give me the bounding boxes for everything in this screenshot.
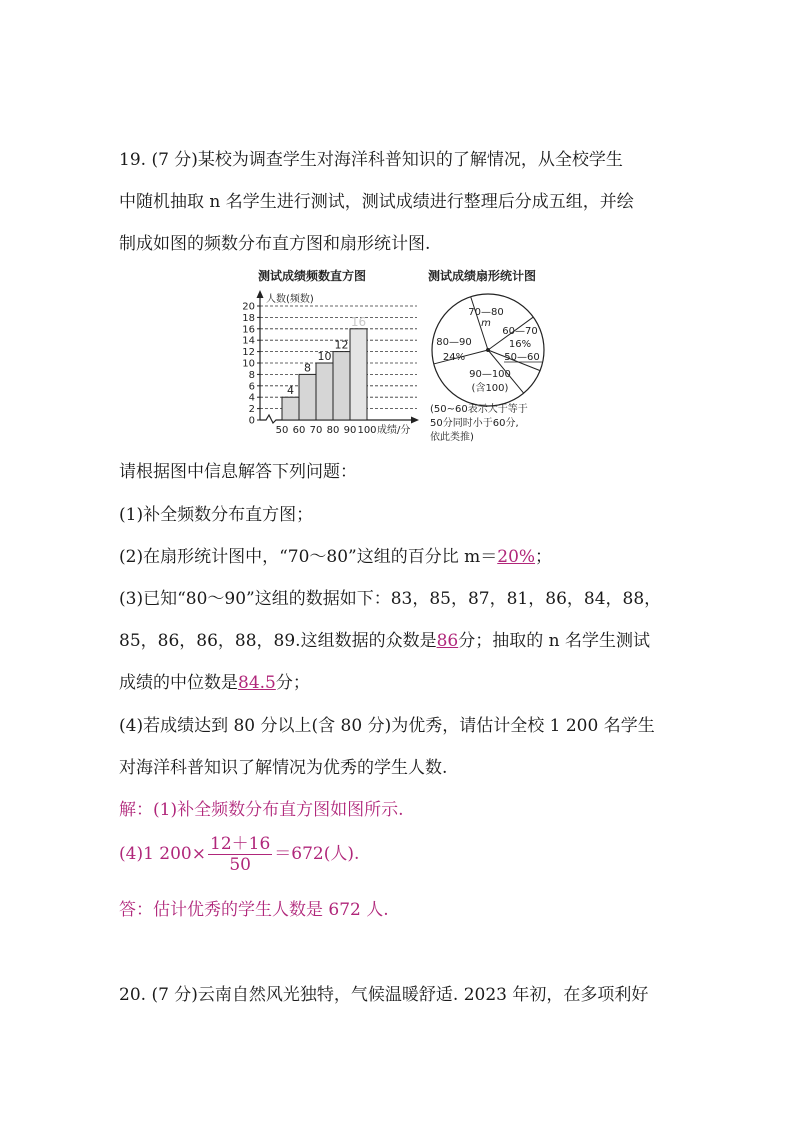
y-tick-label: 10 xyxy=(242,358,255,370)
fraction-numerator: 12＋16 xyxy=(210,834,271,854)
question-3-text4: 分； xyxy=(275,673,310,693)
histogram-bar xyxy=(282,397,299,420)
histogram-bar xyxy=(333,352,350,420)
histogram-bar xyxy=(316,363,333,420)
question-3-line3 xyxy=(119,671,310,695)
question-4-line1: (4)若成绩达到 80 分以上(含 80 分)为优秀，请估计全校 1 200 名学生 xyxy=(119,716,655,736)
histogram-bar xyxy=(350,329,367,420)
answer-m: 20% xyxy=(497,547,536,567)
bar-value-label: 16 xyxy=(350,314,367,329)
histogram-bar xyxy=(299,374,316,420)
bar-value-label: 8 xyxy=(304,361,311,375)
q19-line1: 19. (7 分)某校为调查学生对海洋科普知识的了解情况，从全校学生 xyxy=(119,150,623,170)
x-axis-arrow xyxy=(411,417,419,424)
figure-svg xyxy=(240,262,570,452)
question-3-text2: 分；抽取的 n 名学生测试 xyxy=(458,631,650,651)
y-tick-label: 2 xyxy=(248,404,255,416)
answer-mode: 86 xyxy=(436,631,459,651)
pie-slice-value: 24% xyxy=(442,352,466,363)
x-tick-label: 90 xyxy=(343,425,357,436)
y-tick-label: 12 xyxy=(242,347,255,359)
x-axis-label: 成绩/分 xyxy=(377,425,411,436)
solution-4 xyxy=(119,834,359,875)
pie-center xyxy=(486,348,490,352)
solution-1: 解：(1)补全频数分布直方图如图所示. xyxy=(119,800,404,820)
y-tick-label: 0 xyxy=(248,415,255,427)
figure xyxy=(240,262,570,452)
y-tick-label: 16 xyxy=(242,324,255,336)
pie-slice-value: m xyxy=(481,318,491,329)
x-tick-label: 80 xyxy=(326,425,340,436)
bar-value-label: 12 xyxy=(334,338,349,352)
q19-line3: 制成如图的频数分布直方图和扇形统计图. xyxy=(119,234,431,254)
question-2-text: (2)在扇形统计图中，“70～80”这组的百分比 m＝ xyxy=(119,547,498,567)
y-tick-label: 4 xyxy=(248,392,255,404)
x-tick-label: 70 xyxy=(309,425,323,436)
pie-title: 测试成绩扇形统计图 xyxy=(428,269,537,283)
answer-median: 84.5 xyxy=(238,673,276,693)
question-3-line1: (3)已知“80～90”这组的数据如下：83，85，87，81，86，84，88， xyxy=(119,589,662,609)
question-4-line2: 对海洋科普知识了解情况为优秀的学生人数. xyxy=(119,758,448,778)
pie-slice-label: 90—100 xyxy=(469,369,511,380)
y-tick-label: 14 xyxy=(242,335,255,347)
question-3-line2 xyxy=(119,629,650,653)
question-2-end: ； xyxy=(535,547,553,567)
question-3-text3: 成绩的中位数是 xyxy=(119,673,238,693)
prompt: 请根据图中信息解答下列问题： xyxy=(119,462,357,482)
x-tick-label: 60 xyxy=(292,425,306,436)
pie-slice-value: (含100) xyxy=(471,383,509,394)
x-axis-break xyxy=(260,415,282,423)
q19-line2: 中随机抽取 n 名学生进行测试，测试成绩进行整理后分成五组，并绘 xyxy=(119,192,634,212)
pie-slice-value: 16% xyxy=(508,339,532,350)
question-2 xyxy=(119,545,552,569)
solution-fraction xyxy=(208,834,272,875)
y-tick-label: 20 xyxy=(242,301,255,313)
histogram-title: 测试成绩频数直方图 xyxy=(258,269,367,283)
q20-line1: 20. (7 分)云南自然风光独特，气候温暖舒适. 2023 年初，在多项利好 xyxy=(119,985,649,1005)
solution-4-suffix: ＝672(人). xyxy=(274,844,360,864)
y-axis-label: 人数(频数) xyxy=(266,294,314,305)
y-tick-label: 8 xyxy=(248,369,255,381)
solution-answer: 答：估计优秀的学生人数是 672 人. xyxy=(119,900,389,920)
y-tick-label: 18 xyxy=(242,312,255,324)
bar-value-label: 4 xyxy=(287,384,294,398)
pie-note-line: 依此类推) xyxy=(430,432,474,443)
x-tick-label: 50 xyxy=(275,425,289,436)
y-tick-label: 6 xyxy=(248,381,255,393)
pie-slice-label: 60—70 xyxy=(502,326,538,337)
pie-slice-label: 70—80 xyxy=(468,307,504,318)
pie-slice-label: 80—90 xyxy=(436,337,472,348)
fraction-denominator: 50 xyxy=(229,855,251,875)
y-axis-arrow xyxy=(257,290,264,298)
bar-value-label: 10 xyxy=(317,350,332,363)
question-3-text: 85，86，86，88，89.这组数据的众数是 xyxy=(119,631,437,651)
pie-note-line: (50~60表示大于等于 xyxy=(430,404,528,415)
question-1: (1)补全频数分布直方图； xyxy=(119,505,314,525)
pie-note-line: 50分同时小于60分, xyxy=(430,418,519,429)
solution-4-prefix: (4)1 200× xyxy=(119,844,206,864)
pie-slice-label: 50—60 xyxy=(504,352,540,363)
x-tick-label: 100 xyxy=(357,425,377,436)
